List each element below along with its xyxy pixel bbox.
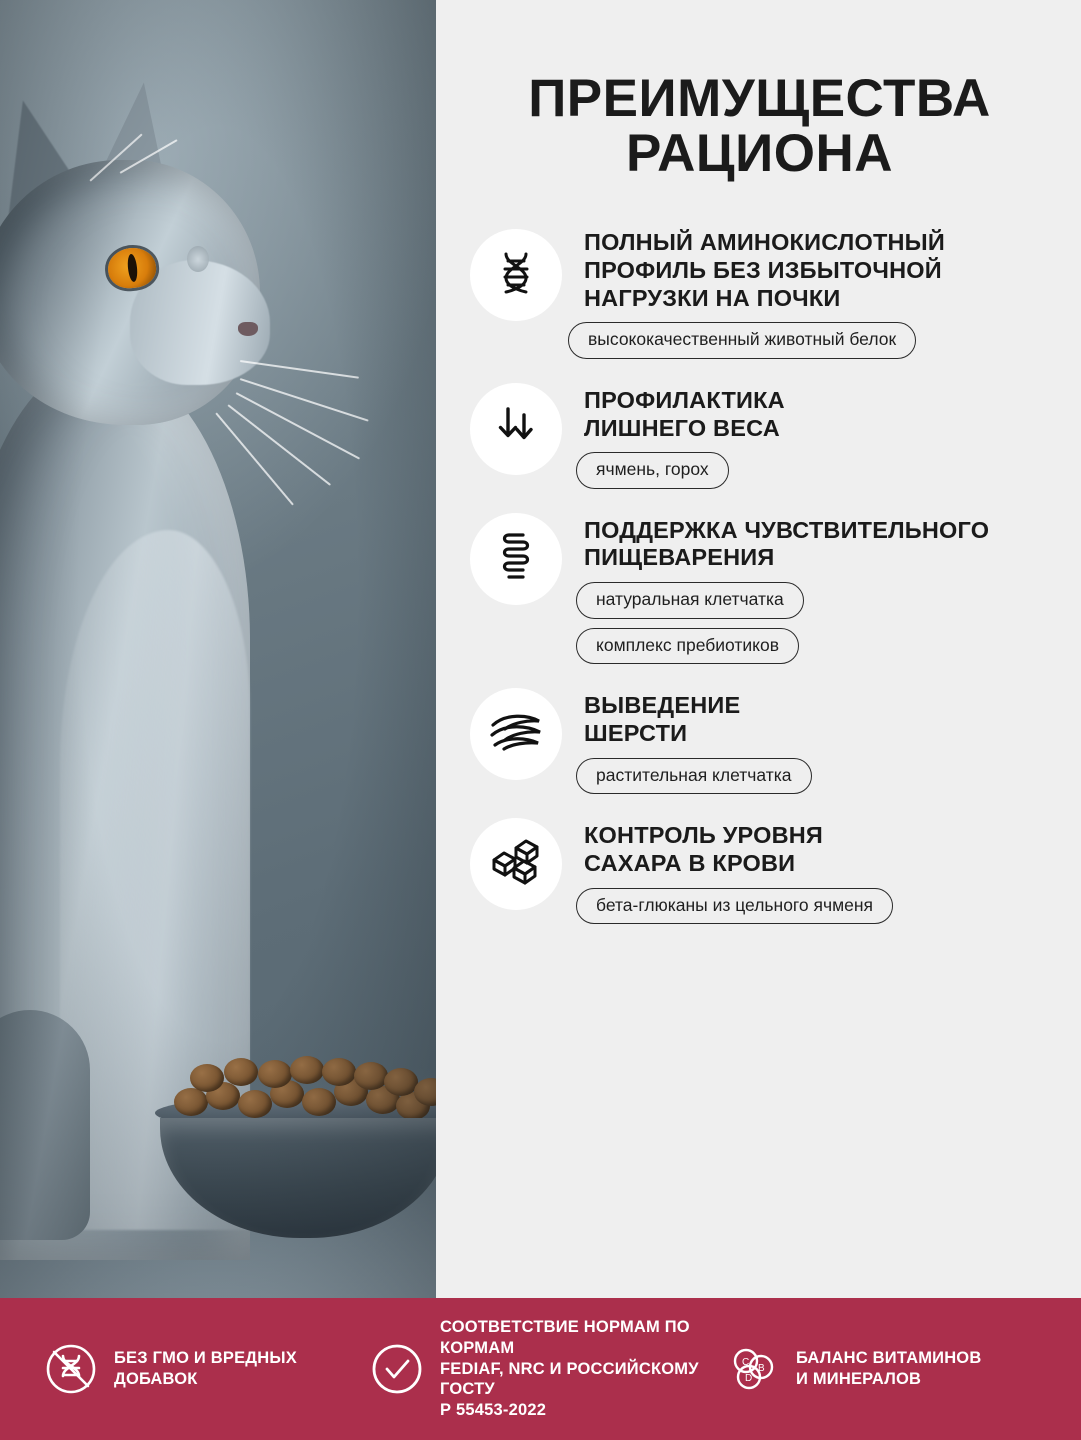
benefit-tags	[576, 452, 1055, 489]
footer-text-line: БАЛАНС ВИТАМИНОВ	[796, 1349, 982, 1368]
footer-item-standards	[370, 1317, 700, 1420]
benefit-heading-line: НАГРУЗКИ НА ПОЧКИ	[584, 284, 841, 311]
benefit-icon-wrapper	[470, 383, 562, 475]
benefit-tag: растительная клетчатка	[576, 758, 812, 795]
footer-item-no-gmo	[44, 1342, 344, 1396]
footer-item-label	[796, 1348, 981, 1389]
check-shield-icon	[370, 1342, 424, 1396]
footer-text-line: И МИНЕРАЛОВ	[796, 1370, 922, 1388]
benefit-heading	[584, 692, 1055, 747]
benefit-heading	[584, 517, 1055, 572]
benefit-heading-line: ПРОФИЛАКТИКА	[584, 386, 785, 413]
benefit-tag: бета-глюканы из цельного ячменя	[576, 888, 893, 925]
cat-whisker	[240, 378, 369, 422]
benefit-tags	[576, 582, 1055, 664]
sugar-cubes-icon	[488, 838, 544, 891]
benefit-item	[470, 511, 1055, 664]
benefit-tags	[576, 322, 1055, 359]
cat-nose	[238, 322, 258, 336]
benefit-content	[584, 227, 1055, 359]
fur-strands-icon	[488, 711, 544, 758]
intestine-icon	[492, 530, 540, 587]
content-panel	[436, 0, 1081, 1298]
benefit-heading	[584, 387, 1055, 442]
benefit-content	[584, 381, 1055, 489]
benefit-heading-line: ПОЛНЫЙ АМИНОКИСЛОТНЫЙ	[584, 229, 945, 256]
footer-text-line: СООТВЕТСТВИЕ НОРМАМ ПО КОРМАМ	[440, 1318, 690, 1358]
no-gmo-icon	[44, 1342, 98, 1396]
benefit-content	[584, 686, 1055, 794]
svg-text:B: B	[758, 1363, 765, 1374]
benefit-heading-line: ПРОФИЛЬ БЕЗ ИЗБЫТОЧНОЙ	[584, 256, 942, 283]
benefit-content	[584, 511, 1055, 664]
svg-text:C: C	[742, 1357, 750, 1368]
cat-whisker	[240, 360, 359, 379]
benefit-icon-wrapper	[470, 818, 562, 910]
benefit-heading-line: САХАРА В КРОВИ	[584, 849, 796, 876]
footer-item-vitamins	[726, 1342, 1026, 1396]
benefit-heading-line: ВЫВЕДЕНИЕ	[584, 692, 741, 719]
benefit-tag: ячмень, горох	[576, 452, 729, 489]
benefit-icon-wrapper	[470, 688, 562, 780]
benefit-content	[584, 816, 1055, 924]
benefit-heading	[584, 229, 1055, 312]
benefit-item	[470, 686, 1055, 794]
benefit-tags	[576, 758, 1055, 795]
benefit-icon-wrapper	[470, 513, 562, 605]
vitamins-icon	[726, 1342, 780, 1396]
footer-banner	[0, 1298, 1081, 1440]
svg-text:D: D	[745, 1373, 753, 1384]
benefit-heading-line: КОНТРОЛЬ УРОВНЯ	[584, 822, 824, 849]
down-arrows-icon	[491, 401, 541, 456]
dna-icon	[490, 247, 542, 304]
footer-text-line: FEDIAF, NRC И РОССИЙСКОМУ ГОСТУ	[440, 1359, 699, 1399]
benefit-item	[470, 381, 1055, 489]
page-title	[436, 0, 1081, 181]
benefit-tag: высококачественный животный белок	[568, 322, 916, 359]
page-title-line-1: ПРЕИМУЩЕСТВА	[528, 69, 991, 128]
footer-text-line: БЕЗ ГМО И ВРЕДНЫХ	[114, 1349, 297, 1368]
benefit-icon-wrapper	[470, 229, 562, 321]
cat-eye-pupil	[127, 254, 139, 283]
benefit-tag: комплекс пребиотиков	[576, 628, 799, 665]
benefits-list	[436, 227, 1081, 924]
kibble-pile	[170, 1056, 436, 1126]
benefit-heading	[584, 822, 1055, 877]
footer-text-line: ДОБАВОК	[114, 1370, 198, 1388]
benefit-heading-line: ШЕРСТИ	[584, 719, 688, 746]
footer-item-label	[440, 1317, 700, 1420]
cat-photo-panel	[0, 0, 436, 1298]
footer-text-line: Р 55453-2022	[440, 1400, 547, 1419]
benefit-heading-line: ЛИШНЕГО ВЕСА	[584, 414, 780, 441]
footer-item-label	[114, 1348, 297, 1389]
benefit-tag: натуральная клетчатка	[576, 582, 804, 619]
benefit-item	[470, 816, 1055, 924]
benefit-heading-line: ПИЩЕВАРЕНИЯ	[584, 544, 775, 571]
page-title-line-2: РАЦИОНА	[625, 123, 894, 183]
benefit-item	[470, 227, 1055, 359]
benefit-heading-line: ПОДДЕРЖКА ЧУВСТВИТЕЛЬНОГО	[584, 516, 990, 543]
cat-front-leg	[0, 1010, 90, 1240]
cat-eye-far	[187, 246, 209, 272]
benefit-tags	[576, 888, 1055, 925]
